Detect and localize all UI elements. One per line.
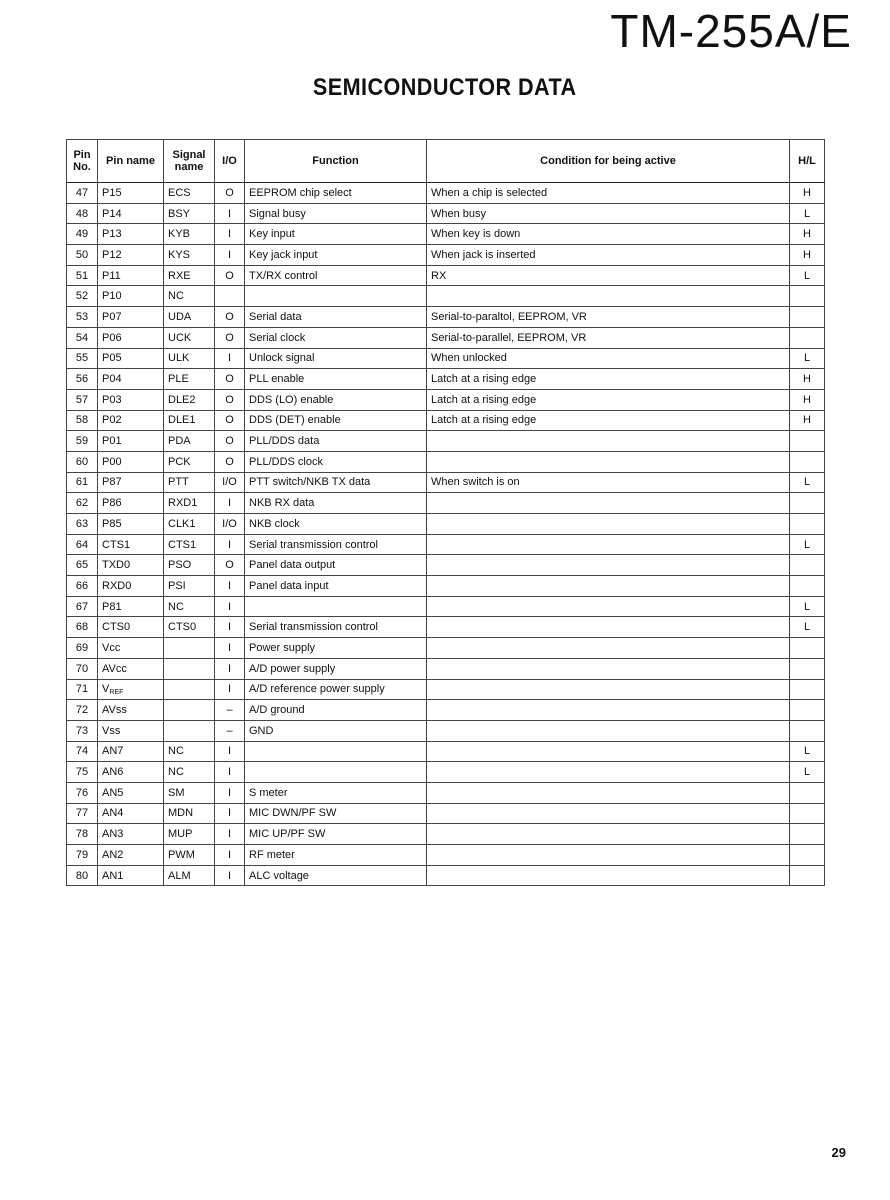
function-cell: ALC voltage (245, 865, 427, 886)
signal-name-cell: ULK (164, 348, 215, 369)
signal-name-cell: KYB (164, 224, 215, 245)
hl-cell (790, 514, 825, 535)
condition-cell (427, 782, 790, 803)
col-header-condition: Condition for being active (427, 140, 790, 183)
pin-no-cell: 75 (67, 762, 98, 783)
condition-cell: Serial-to-parallel, EEPROM, VR (427, 327, 790, 348)
function-cell: S meter (245, 782, 427, 803)
condition-cell (427, 596, 790, 617)
condition-cell (427, 451, 790, 472)
condition-cell: When a chip is selected (427, 183, 790, 204)
subscript-text: REF (109, 688, 124, 696)
io-cell: I (215, 224, 245, 245)
function-cell: Signal busy (245, 203, 427, 224)
function-cell: A/D ground (245, 700, 427, 721)
signal-name-cell: RXE (164, 265, 215, 286)
pin-no-cell: 79 (67, 845, 98, 866)
hl-cell: L (790, 617, 825, 638)
function-cell: Serial clock (245, 327, 427, 348)
condition-cell (427, 720, 790, 741)
io-cell: O (215, 389, 245, 410)
table-row (67, 596, 825, 617)
pin-no-cell: 73 (67, 720, 98, 741)
table-row (67, 514, 825, 535)
hl-cell: H (790, 183, 825, 204)
hl-cell (790, 845, 825, 866)
signal-name-cell: NC (164, 741, 215, 762)
function-cell: Serial data (245, 307, 427, 328)
condition-cell (427, 803, 790, 824)
pin-name-cell: P15 (98, 183, 164, 204)
function-cell: Panel data input (245, 576, 427, 597)
condition-cell (427, 865, 790, 886)
signal-name-cell (164, 700, 215, 721)
condition-cell (427, 679, 790, 700)
signal-name-cell: PDA (164, 431, 215, 452)
condition-cell: Latch at a rising edge (427, 369, 790, 390)
table-row (67, 493, 825, 514)
col-header-signal-name: Signal name (164, 140, 215, 183)
table-row (67, 638, 825, 659)
pin-name-cell: AN7 (98, 741, 164, 762)
hl-cell (790, 327, 825, 348)
pin-no-cell: 47 (67, 183, 98, 204)
io-cell: O (215, 451, 245, 472)
table-row (67, 576, 825, 597)
pin-no-cell: 48 (67, 203, 98, 224)
signal-name-cell: KYS (164, 245, 215, 266)
io-cell: – (215, 720, 245, 741)
page-number: 29 (831, 1145, 846, 1160)
table-row (67, 265, 825, 286)
io-cell: I (215, 534, 245, 555)
table-row (67, 245, 825, 266)
condition-cell (427, 658, 790, 679)
condition-cell (427, 617, 790, 638)
condition-cell (427, 824, 790, 845)
hl-cell: L (790, 472, 825, 493)
signal-name-cell: PTT (164, 472, 215, 493)
pin-no-cell: 76 (67, 782, 98, 803)
condition-cell (427, 514, 790, 535)
pin-no-cell: 72 (67, 700, 98, 721)
pin-name-cell: AN5 (98, 782, 164, 803)
pin-name-cell: TXD0 (98, 555, 164, 576)
io-cell: I (215, 762, 245, 783)
condition-cell: Latch at a rising edge (427, 410, 790, 431)
hl-cell: H (790, 245, 825, 266)
pin-name-cell: P14 (98, 203, 164, 224)
col-header-io: I/O (215, 140, 245, 183)
hl-cell: L (790, 596, 825, 617)
io-cell: O (215, 431, 245, 452)
table-row (67, 369, 825, 390)
signal-name-cell: NC (164, 286, 215, 307)
io-cell: I (215, 576, 245, 597)
function-cell: TX/RX control (245, 265, 427, 286)
condition-cell (427, 638, 790, 659)
pin-no-cell: 74 (67, 741, 98, 762)
function-cell: Serial transmission control (245, 534, 427, 555)
io-cell: I (215, 348, 245, 369)
function-cell: PLL enable (245, 369, 427, 390)
pin-name-cell: Vcc (98, 638, 164, 659)
table-row (67, 431, 825, 452)
pin-no-cell: 64 (67, 534, 98, 555)
table-row (67, 720, 825, 741)
pin-name-cell: $V_{REF}$ (98, 679, 164, 700)
pin-no-cell: 77 (67, 803, 98, 824)
pin-no-cell: 61 (67, 472, 98, 493)
pin-no-cell: 56 (67, 369, 98, 390)
function-cell: A/D reference power supply (245, 679, 427, 700)
function-cell (245, 286, 427, 307)
pin-name-cell: AN2 (98, 845, 164, 866)
condition-cell (427, 762, 790, 783)
table-row (67, 803, 825, 824)
function-cell: DDS (LO) enable (245, 389, 427, 410)
function-cell: MIC DWN/PF SW (245, 803, 427, 824)
io-cell: O (215, 183, 245, 204)
io-cell: I (215, 617, 245, 638)
table-row (67, 700, 825, 721)
table-row (67, 845, 825, 866)
pin-name-cell: P86 (98, 493, 164, 514)
signal-name-cell (164, 658, 215, 679)
table-row (67, 679, 825, 700)
function-cell: NKB RX data (245, 493, 427, 514)
table-row (67, 327, 825, 348)
pin-name-cell: P01 (98, 431, 164, 452)
table-row (67, 555, 825, 576)
condition-cell (427, 534, 790, 555)
condition-cell (427, 555, 790, 576)
hl-cell (790, 700, 825, 721)
signal-name-cell (164, 720, 215, 741)
hl-cell (790, 679, 825, 700)
io-cell: O (215, 555, 245, 576)
table-row (67, 762, 825, 783)
signal-name-cell: PLE (164, 369, 215, 390)
hl-cell: L (790, 741, 825, 762)
pin-name-cell: P06 (98, 327, 164, 348)
table-row (67, 534, 825, 555)
pin-no-cell: 66 (67, 576, 98, 597)
hl-cell: L (790, 534, 825, 555)
hl-cell (790, 638, 825, 659)
signal-name-cell: ECS (164, 183, 215, 204)
function-cell: Key jack input (245, 245, 427, 266)
hl-cell: L (790, 762, 825, 783)
pin-no-cell: 63 (67, 514, 98, 535)
table-header-row (67, 140, 825, 183)
pin-name-cell: AVcc (98, 658, 164, 679)
hl-cell (790, 431, 825, 452)
signal-name-cell: BSY (164, 203, 215, 224)
io-cell: I (215, 679, 245, 700)
signal-name-cell: PSO (164, 555, 215, 576)
function-cell: Power supply (245, 638, 427, 659)
pin-name-cell: P81 (98, 596, 164, 617)
condition-cell: When key is down (427, 224, 790, 245)
hl-cell: L (790, 348, 825, 369)
io-cell: I (215, 782, 245, 803)
hl-cell (790, 307, 825, 328)
table-row (67, 410, 825, 431)
pin-no-cell: 53 (67, 307, 98, 328)
io-cell: O (215, 369, 245, 390)
io-cell: I (215, 493, 245, 514)
function-cell (245, 762, 427, 783)
pin-no-cell: 67 (67, 596, 98, 617)
col-header-pin-no: Pin No. (67, 140, 98, 183)
signal-name-cell: CTS1 (164, 534, 215, 555)
table-row (67, 224, 825, 245)
table-row (67, 451, 825, 472)
function-cell: PTT switch/NKB TX data (245, 472, 427, 493)
function-cell: Unlock signal (245, 348, 427, 369)
signal-name-cell: PWM (164, 845, 215, 866)
io-cell: O (215, 410, 245, 431)
function-cell: Panel data output (245, 555, 427, 576)
io-cell (215, 286, 245, 307)
table-row (67, 307, 825, 328)
hl-cell (790, 555, 825, 576)
function-cell: DDS (DET) enable (245, 410, 427, 431)
hl-cell (790, 782, 825, 803)
function-cell: GND (245, 720, 427, 741)
signal-name-cell: UCK (164, 327, 215, 348)
pin-name-cell: Vss (98, 720, 164, 741)
pin-name-cell: P00 (98, 451, 164, 472)
io-cell: I (215, 803, 245, 824)
condition-cell: When unlocked (427, 348, 790, 369)
signal-name-cell: CLK1 (164, 514, 215, 535)
pin-no-cell: 57 (67, 389, 98, 410)
condition-cell (427, 700, 790, 721)
pin-no-cell: 60 (67, 451, 98, 472)
pin-name-cell: P07 (98, 307, 164, 328)
pin-name-cell: P02 (98, 410, 164, 431)
function-cell: PLL/DDS clock (245, 451, 427, 472)
hl-cell: H (790, 410, 825, 431)
hl-cell: H (790, 224, 825, 245)
condition-cell (427, 493, 790, 514)
table-row (67, 183, 825, 204)
pin-name-cell: P87 (98, 472, 164, 493)
function-cell: Key input (245, 224, 427, 245)
signal-name-cell: CTS0 (164, 617, 215, 638)
pin-name-cell: AVss (98, 700, 164, 721)
io-cell: O (215, 327, 245, 348)
io-cell: O (215, 265, 245, 286)
function-cell: RF meter (245, 845, 427, 866)
signal-name-cell (164, 679, 215, 700)
signal-name-cell: MDN (164, 803, 215, 824)
signal-name-cell: DLE1 (164, 410, 215, 431)
table-row (67, 389, 825, 410)
table-row (67, 741, 825, 762)
table-row (67, 865, 825, 886)
condition-cell (427, 741, 790, 762)
hl-cell (790, 865, 825, 886)
pin-name-cell: P10 (98, 286, 164, 307)
signal-name-cell: ALM (164, 865, 215, 886)
hl-cell: H (790, 369, 825, 390)
io-cell: I/O (215, 514, 245, 535)
io-cell: I (215, 203, 245, 224)
pin-name-cell: P85 (98, 514, 164, 535)
page-title: SEMICONDUCTOR DATA (312, 74, 577, 101)
condition-cell: When busy (427, 203, 790, 224)
hl-cell: L (790, 203, 825, 224)
signal-name-cell: NC (164, 762, 215, 783)
condition-cell: When jack is inserted (427, 245, 790, 266)
table-row (67, 203, 825, 224)
io-cell: – (215, 700, 245, 721)
table-row (67, 824, 825, 845)
io-cell: I/O (215, 472, 245, 493)
pin-no-cell: 52 (67, 286, 98, 307)
hl-cell (790, 493, 825, 514)
pin-name-cell: AN6 (98, 762, 164, 783)
table-row (67, 348, 825, 369)
function-cell: NKB clock (245, 514, 427, 535)
pin-no-cell: 70 (67, 658, 98, 679)
function-cell (245, 741, 427, 762)
pin-no-cell: 54 (67, 327, 98, 348)
function-cell: MIC UP/PF SW (245, 824, 427, 845)
io-cell: I (215, 658, 245, 679)
io-cell: I (215, 865, 245, 886)
condition-cell: Serial-to-paraltol, EEPROM, VR (427, 307, 790, 328)
signal-name-cell (164, 638, 215, 659)
pin-name-cell: P11 (98, 265, 164, 286)
pin-no-cell: 80 (67, 865, 98, 886)
pin-name-cell: P05 (98, 348, 164, 369)
table-row (67, 472, 825, 493)
io-cell: I (215, 638, 245, 659)
io-cell: O (215, 307, 245, 328)
pin-no-cell: 78 (67, 824, 98, 845)
pin-name-cell: AN4 (98, 803, 164, 824)
hl-cell: L (790, 265, 825, 286)
signal-name-cell: PCK (164, 451, 215, 472)
condition-cell (427, 286, 790, 307)
signal-name-cell: MUP (164, 824, 215, 845)
col-header-function: Function (245, 140, 427, 183)
pin-name-cell: AN3 (98, 824, 164, 845)
hl-cell: H (790, 389, 825, 410)
pin-no-cell: 51 (67, 265, 98, 286)
io-cell: I (215, 245, 245, 266)
io-cell: I (215, 596, 245, 617)
io-cell: I (215, 824, 245, 845)
signal-name-cell: RXD1 (164, 493, 215, 514)
table-row (67, 617, 825, 638)
signal-name-cell: NC (164, 596, 215, 617)
signal-name-cell: SM (164, 782, 215, 803)
hl-cell (790, 803, 825, 824)
table-body (67, 183, 825, 886)
pin-no-cell: 69 (67, 638, 98, 659)
pin-no-cell: 71 (67, 679, 98, 700)
function-cell: A/D power supply (245, 658, 427, 679)
hl-cell (790, 720, 825, 741)
pin-name-cell: P12 (98, 245, 164, 266)
hl-cell (790, 576, 825, 597)
condition-cell: RX (427, 265, 790, 286)
condition-cell (427, 576, 790, 597)
pin-no-cell: 58 (67, 410, 98, 431)
hl-cell (790, 286, 825, 307)
col-header-hl: H/L (790, 140, 825, 183)
function-cell: Serial transmission control (245, 617, 427, 638)
semiconductor-pin-table (66, 139, 825, 886)
condition-cell: Latch at a rising edge (427, 389, 790, 410)
pin-name-cell: RXD0 (98, 576, 164, 597)
io-cell: I (215, 845, 245, 866)
pin-no-cell: 49 (67, 224, 98, 245)
pin-name-cell: P13 (98, 224, 164, 245)
condition-cell (427, 845, 790, 866)
pin-no-cell: 62 (67, 493, 98, 514)
signal-name-cell: UDA (164, 307, 215, 328)
signal-name-cell: PSI (164, 576, 215, 597)
pin-name-cell: AN1 (98, 865, 164, 886)
hl-cell (790, 824, 825, 845)
pin-name-cell: CTS0 (98, 617, 164, 638)
function-cell (245, 596, 427, 617)
function-cell: PLL/DDS data (245, 431, 427, 452)
hl-cell (790, 451, 825, 472)
condition-cell: When switch is on (427, 472, 790, 493)
signal-name-cell: DLE2 (164, 389, 215, 410)
pin-name-cell: CTS1 (98, 534, 164, 555)
table-row (67, 658, 825, 679)
function-cell: EEPROM chip select (245, 183, 427, 204)
pin-no-cell: 68 (67, 617, 98, 638)
pin-no-cell: 65 (67, 555, 98, 576)
condition-cell (427, 431, 790, 452)
pin-name-cell: P04 (98, 369, 164, 390)
table-row (67, 782, 825, 803)
col-header-pin-name: Pin name (98, 140, 164, 183)
pin-no-cell: 55 (67, 348, 98, 369)
table-row (67, 286, 825, 307)
io-cell: I (215, 741, 245, 762)
hl-cell (790, 658, 825, 679)
pin-no-cell: 50 (67, 245, 98, 266)
model-number: TM-255A/E (610, 5, 852, 57)
pin-name-cell: P03 (98, 389, 164, 410)
pin-no-cell: 59 (67, 431, 98, 452)
